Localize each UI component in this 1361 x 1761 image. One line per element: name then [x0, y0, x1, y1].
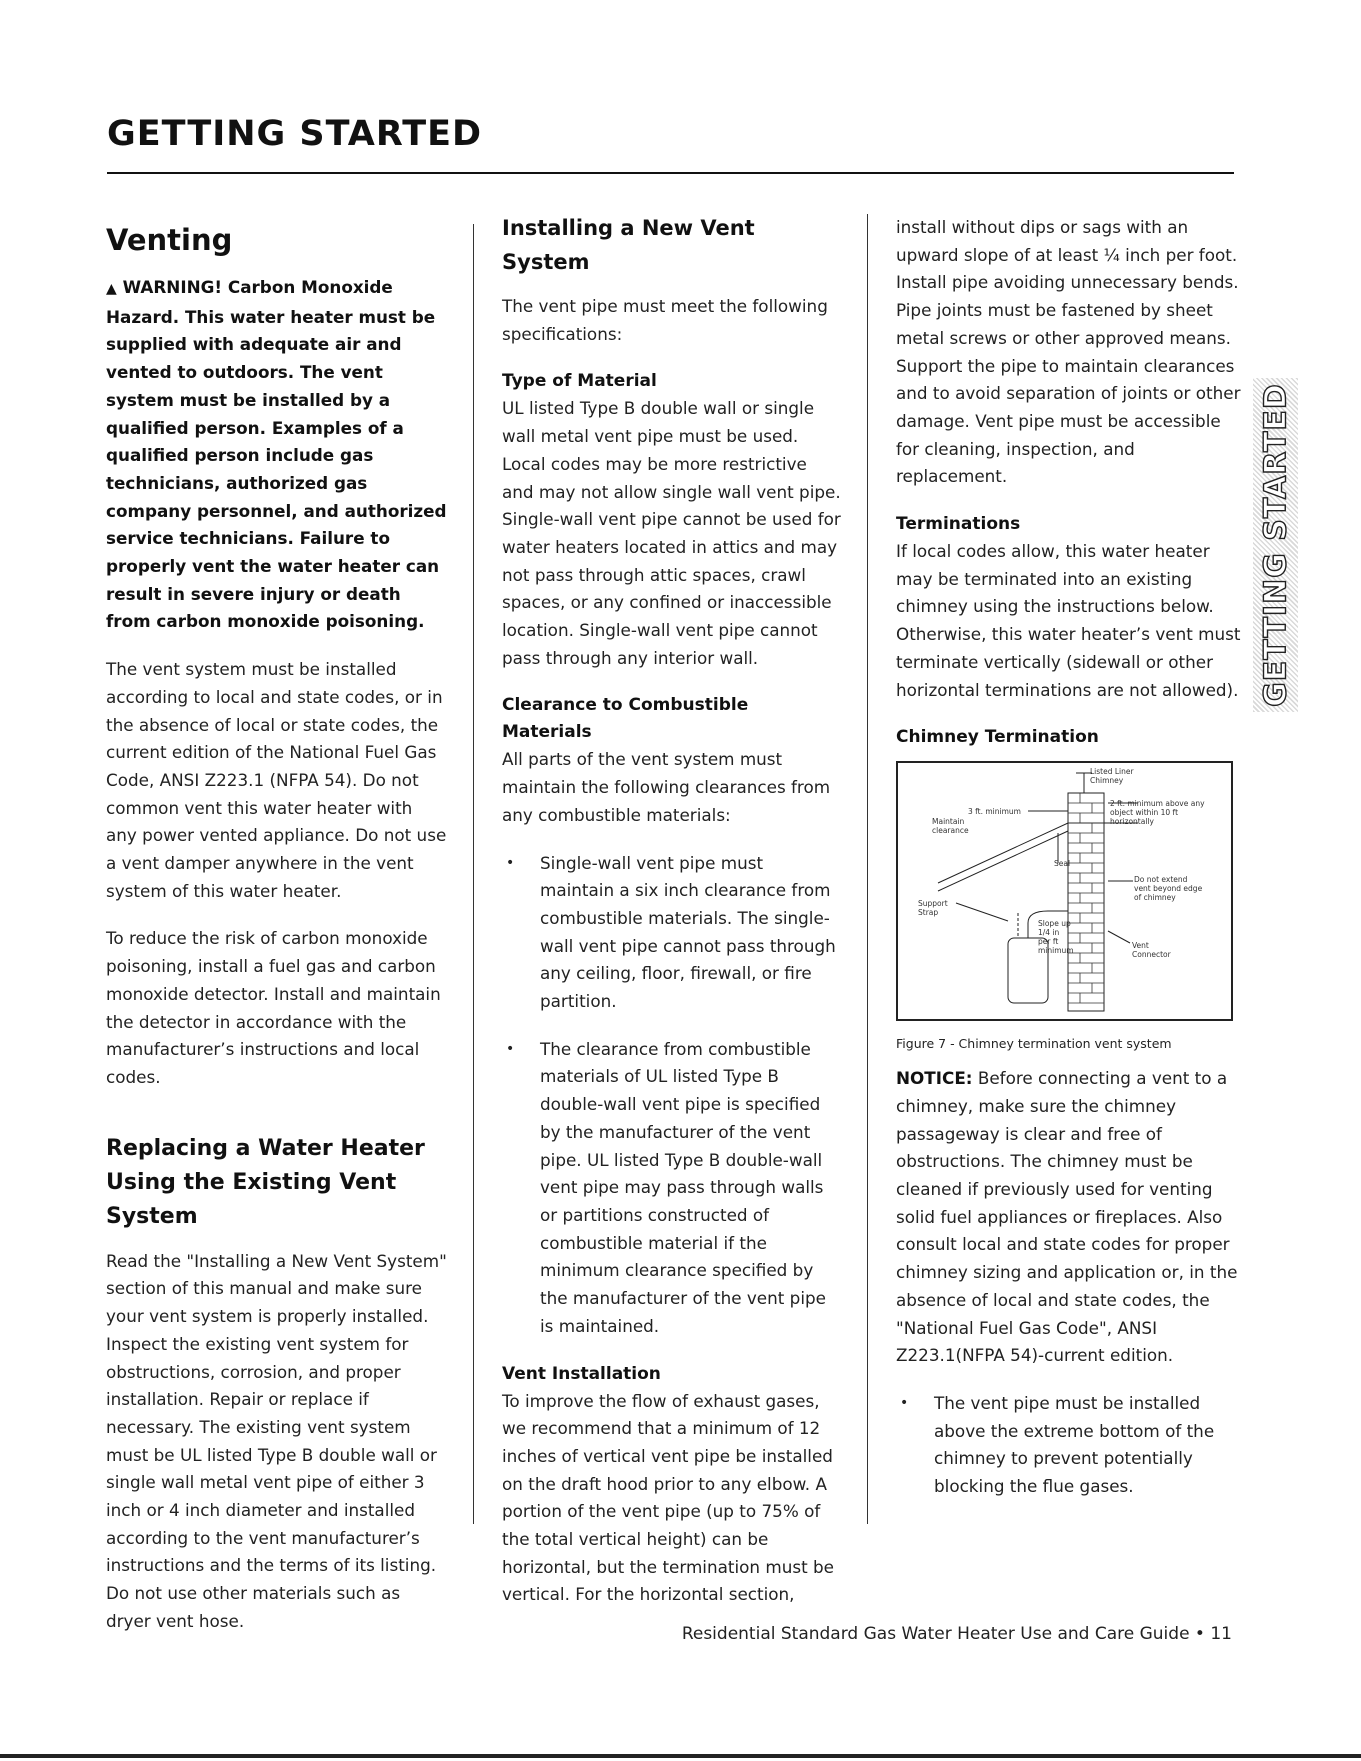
- installation-paragraph: To improve the flow of exhaust gases, we recommend that a minimum of 12 inches of vertical vent pipe be installed on the draft hood prior to any elbow. A portion of the vent pipe (up to 75% of the total vertical height) can be horizontal, but the termination must be vertical. For the horizontal section,: [502, 1390, 834, 1605]
- chimney-termination-heading: Chimney Termination: [896, 727, 1099, 748]
- column-3: [896, 214, 1241, 1521]
- terminations-heading: Terminations: [896, 514, 1021, 535]
- figure-caption: Figure 7 - Chimney termination vent system: [896, 1036, 1172, 1052]
- figure-label: Do not extend vent beyond edge of chimney: [1134, 875, 1203, 903]
- venting-heading: Venting: [106, 223, 233, 257]
- figure-label: 3 ft. minimum: [968, 807, 1021, 817]
- side-tab-label: GETTING STARTED: [1258, 383, 1293, 707]
- list-item: • The vent pipe must be installed above the extreme bottom of the chimney to prevent potentially blocking the flue gases.: [896, 1390, 1241, 1501]
- material-paragraph: UL listed Type B double wall or single wall metal vent pipe must be used. Local codes may be more restrictive and may not allow single wall vent pipe. Single-wall vent pipe cannot be used for water heaters located in attics and may not pass through attic spaces, crawl spaces, or any confined or inaccessible location. Single-wall vent pipe cannot pass through any interior wall.: [502, 398, 841, 668]
- list-item: • Single-wall vent pipe must maintain a six inch clearance from combustible materials. The single-wall vent pipe cannot pass through any ceiling, floor, firewall, or fire partition.: [502, 850, 842, 1016]
- warning-block: [106, 274, 448, 636]
- detector-paragraph: To reduce the risk of carbon monoxide poisoning, install a fuel gas and carbon monoxide detector. Install and maintain the detector in accordance with the manufacturer’s instructions and local codes.: [106, 928, 441, 1087]
- column-2: [502, 214, 842, 1629]
- clearance-heading: Clearance to Combustible Materials: [502, 695, 749, 743]
- clearance-paragraph: All parts of the vent system must maintain the following clearances from any combustible materials:: [502, 749, 831, 825]
- page-title: GETTING STARTED: [107, 114, 483, 154]
- notice-list: [896, 1390, 1241, 1501]
- figure-label: Support Strap: [918, 899, 948, 918]
- title-rule: [107, 172, 1234, 174]
- page-bottom-edge: [0, 1754, 1361, 1758]
- figure-label: Seal: [1054, 859, 1071, 869]
- material-heading: Type of Material: [502, 371, 657, 392]
- notice-paragraph: [896, 1065, 1241, 1370]
- chimney-body: [1068, 793, 1104, 1011]
- clearance-list: [502, 850, 842, 1341]
- roof-line-inner: [938, 831, 1071, 891]
- figure-label: Vent Connector: [1132, 941, 1171, 960]
- notice-label: NOTICE:: [896, 1068, 973, 1089]
- page-footer: Residential Standard Gas Water Heater Use and Care Guide • 11: [681, 1624, 1232, 1644]
- warning-icon: ▲: [106, 281, 117, 297]
- column-divider-1: [473, 224, 474, 1524]
- column-1: [106, 214, 448, 1656]
- figure-label: 2 ft. minimum above any object within 10 ft horizontally: [1110, 799, 1205, 827]
- figure-label: Listed Liner Chimney: [1090, 767, 1134, 786]
- figure-label: Maintain clearance: [932, 817, 969, 836]
- figure-label: Slope up 1/4 in per ft minimum: [1038, 919, 1074, 956]
- replacing-paragraph: Read the "Installing a New Vent System" section of this manual and make sure your vent system is properly installed. Inspect the existing vent system for obstructions, corrosion, and proper installation. Repair or replace if necessary. The existing vent system must be UL listed Type B double wall or single wall metal vent pipe of either 3 inch or 4 inch diameter and installed according to the vent manufacturer’s instructions and the terms of its listing. Do not use other materials such as dryer vent hose.: [106, 1250, 447, 1631]
- replacing-heading: Replacing a Water Heater Using the Existing Vent System: [106, 1135, 425, 1229]
- section-side-tab: [1253, 378, 1298, 712]
- chimney-termination-figure: [896, 761, 1233, 1021]
- notice-text: Before connecting a vent to a chimney, make sure the chimney passageway is clear and free of obstructions. The chimney must be cleaned if previously used for venting solid fuel appliances or fireplaces. Also consult local and state codes for proper chimney sizing and application or, in the absence of local and state codes, the "National Fuel Gas Code", ANSI Z223.1(NFPA 54)-current edition.: [896, 1068, 1238, 1366]
- terminations-paragraph: If local codes allow, this water heater may be terminated into an existing chimney using the instructions below. Otherwise, this water heater’s vent must terminate vertically (sidewall or other horizontal terminations are not allowed).: [896, 541, 1241, 700]
- new-vent-intro: The vent pipe must meet the following specifications:: [502, 296, 828, 344]
- installation-continued-paragraph: install without dips or sags with an upward slope of at least ¼ inch per foot. Install pipe avoiding unnecessary bends. Pipe joints must be fastened by sheet metal screws or other approved means. Support the pipe to maintain clearances and to avoid separation of joints or other damage. Vent pipe must be accessible for cleaning, inspection, and replacement.: [896, 217, 1241, 487]
- vent-codes-paragraph: The vent system must be installed according to local and state codes, or in the absence of local or state codes, the current edition of the National Fuel Gas Code, ANSI Z223.1 (NFPA 54). Do not common vent this water heater with any power vented appliance. Do not use a vent damper anywhere in the vent system of this water heater.: [106, 659, 447, 901]
- installation-heading: Vent Installation: [502, 1363, 661, 1384]
- list-item: • The clearance from combustible materials of UL listed Type B double-wall vent pipe is specified by the manufacturer of the vent pipe. UL listed Type B double-wall vent pipe may pass through walls or partitions constructed of combustible material if the minimum clearance specified by the manufacturer of the vent pipe is maintained.: [502, 1036, 842, 1341]
- column-divider-2: [867, 214, 868, 1524]
- warning-text: WARNING! Carbon Monoxide Hazard. This water heater must be supplied with adequate air and vented to outdoors. The vent system must be installed by a qualified person. Examples of a qualified person include gas technicians, authorized gas company personnel, and authorized service technicians. Failure to properly vent the water heater can result in severe injury or death from carbon monoxide poisoning.: [106, 277, 447, 632]
- new-vent-heading: Installing a New Vent System: [502, 216, 755, 274]
